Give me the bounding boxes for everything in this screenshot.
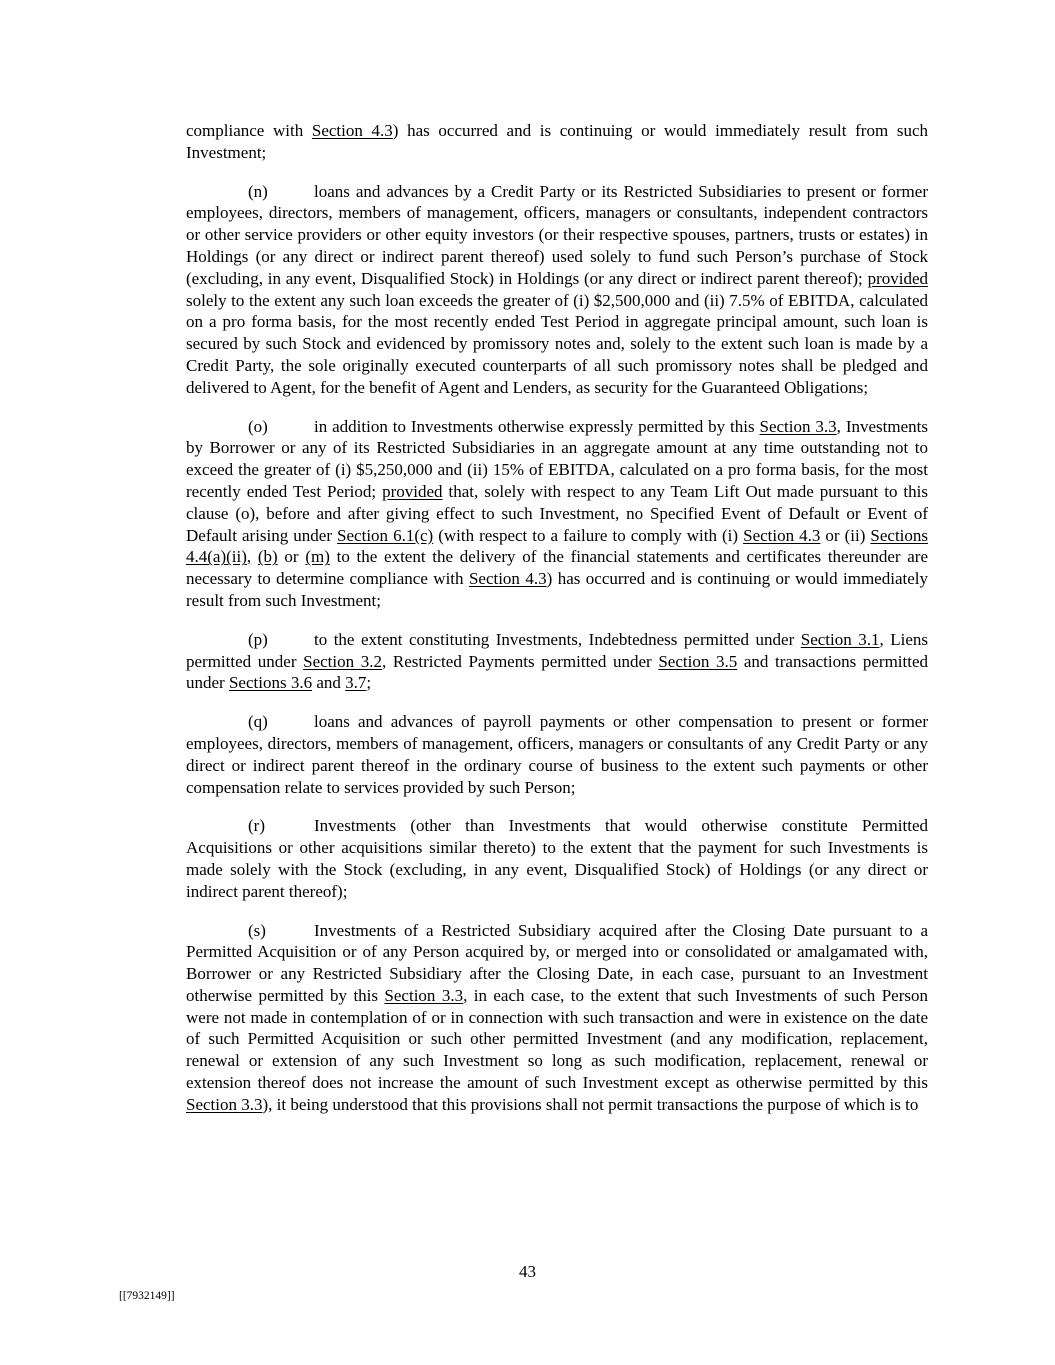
clause-label: (n) <box>248 181 268 201</box>
section-reference: Section 3.3 <box>186 1094 263 1114</box>
text-run: compliance with <box>186 121 312 140</box>
text-run: or <box>277 547 306 567</box>
section-reference: (m) <box>305 547 330 567</box>
text-run: , Investments by Borrower or any of its Restricted Subsidiaries in an aggregate amount at any time outstanding not to exceed the greater of (i) $5,250,000 and (ii) 15% of EBITDA, calculated on a pro forma basis, for the most recently ended Test Period; <box>186 416 928 501</box>
section-reference: provided <box>382 481 443 501</box>
section-reference: provided <box>867 268 928 288</box>
clause-label: (o) <box>248 416 268 436</box>
text-run: to the extent the delivery of the financial statements and certificates thereunder are necessary to determine compliance with <box>186 547 928 589</box>
section-reference: Sections 3.6 <box>228 673 313 693</box>
text-run: loans and advances by a Credit Party or its Restricted Subsidiaries to present or former employees, directors, members of management, officers, managers or consultants, independent contractors or other service providers or other equity investors (or their respective spouses, partners, trusts or estates) in Holdings (or any direct or indirect parent thereof) used solely to fund such Person’s purchase of Stock (excluding, in any event, Disqualified Stock) in Holdings (or any direct or indirect parent thereof); <box>186 181 928 288</box>
document-id-stamp: [[7932149]] <box>119 1290 175 1302</box>
text-run: ; <box>366 673 372 693</box>
text-run: that, solely with respect to any Team Lift Out made pursuant to this clause (o), before and after giving effect to such Investment, no Specified Event of Default or Event of Default arising under <box>186 481 928 545</box>
text-run: and <box>312 673 346 693</box>
text-run: ) has occurred and is continuing or would immediately result from such Investment; <box>186 569 928 610</box>
paragraph-continuation <box>186 120 928 164</box>
clause-label: (q) <box>248 712 268 732</box>
paragraph-o <box>186 416 928 612</box>
text-run: or (ii) <box>820 525 871 545</box>
text-run: ) has occurred and is continuing or would immediately result from such Investment; <box>186 121 928 162</box>
section-reference: Section 6.1(c) <box>337 525 434 545</box>
section-reference: Section 3.3 <box>384 985 464 1005</box>
text-run: ), it being understood that this provisions shall not permit transactions the purpose of which is to <box>262 1094 919 1114</box>
paragraph-p <box>186 629 928 694</box>
section-reference: Sections 4.4(a)(ii) <box>186 525 929 567</box>
section-reference: Section 4.3 <box>468 569 547 589</box>
section-reference: Section 3.3 <box>759 416 837 436</box>
text-run: , Restricted Payments permitted under <box>382 651 659 671</box>
text-run: solely to the extent any such loan exceeds the greater of (i) $2,500,000 and (ii) 7.5% of EBITDA, calculated on a pro forma basis, for the most recently ended Test Period in aggregate principal amount, such loan is secured by such Stock and evidenced by promissory notes and, solely to the extent such loan is made by a Credit Party, the sole originally executed counterparts of all such promissory notes shall be pledged and delivered to Agent, for the benefit of Agent and Lenders, as security for the Guaranteed Obligations; <box>186 290 928 397</box>
text-run: Investments of a Restricted Subsidiary acquired after the Closing Date pursuant to a Permitted Acquisition or of any Person acquired by, or merged into or consolidated or amalgamated with, Borrower or any Restricted Subsidiary after the Closing Date, in each case, pursuant to an Investment otherwise permitted by this <box>186 920 928 1005</box>
text-run: to the extent constituting Investments, Indebtedness permitted under <box>314 629 801 649</box>
section-reference: Section 3.5 <box>658 651 738 671</box>
clause-label: (p) <box>248 629 268 649</box>
text-run: , <box>246 547 258 567</box>
section-reference: Section 4.3 <box>311 121 393 140</box>
paragraph-n <box>186 181 928 399</box>
section-reference: Section 3.1 <box>800 629 880 649</box>
text-run: Investments (other than Investments that would otherwise constitute Permitted Acquisitions or other acquisitions similar thereto) to the extent that the payment for such Investments is made solely with the Stock (excluding, in any event, Disqualified Stock) of Holdings (or any direct or indirect parent thereof); <box>186 816 928 901</box>
page-number: 43 <box>519 1262 536 1281</box>
text-run: , Liens permitted under <box>186 629 928 671</box>
section-reference: Section 3.2 <box>303 651 383 671</box>
clause-label: (s) <box>248 920 266 940</box>
paragraph-r <box>186 815 928 902</box>
text-run: in addition to Investments otherwise expressly permitted by this <box>314 416 760 436</box>
section-reference: Section 4.3 <box>743 525 821 545</box>
paragraph-s <box>186 920 928 1116</box>
section-reference: (b) <box>257 547 278 567</box>
text-run: loans and advances of payroll payments or other compensation to present or former employees, directors, members of management, officers, managers or consultants of any Credit Party or any direct or indirect parent thereof in the ordinary course of business to the extent such payments or other compensation relate to services provided by such Person; <box>186 712 928 797</box>
text-run: (with respect to a failure to comply with (i) <box>433 525 744 545</box>
text-run: , in each case, to the extent that such Investments of such Person were not made in contemplation of or in connection with such transaction and were in existence on the date of such Permitted Acquisition or such other permitted Investment (and any modification, replacement, renewal or extension of any such Investment so long as such modification, replacement, renewal or extension thereof does not increase the amount of such Investment except as otherwise permitted by this <box>186 985 928 1093</box>
clause-label: (r) <box>248 816 265 836</box>
document-body <box>186 120 928 1116</box>
text-run: and transactions permitted under <box>186 651 929 693</box>
paragraph-q <box>186 711 928 798</box>
section-reference: 3.7 <box>345 673 367 693</box>
